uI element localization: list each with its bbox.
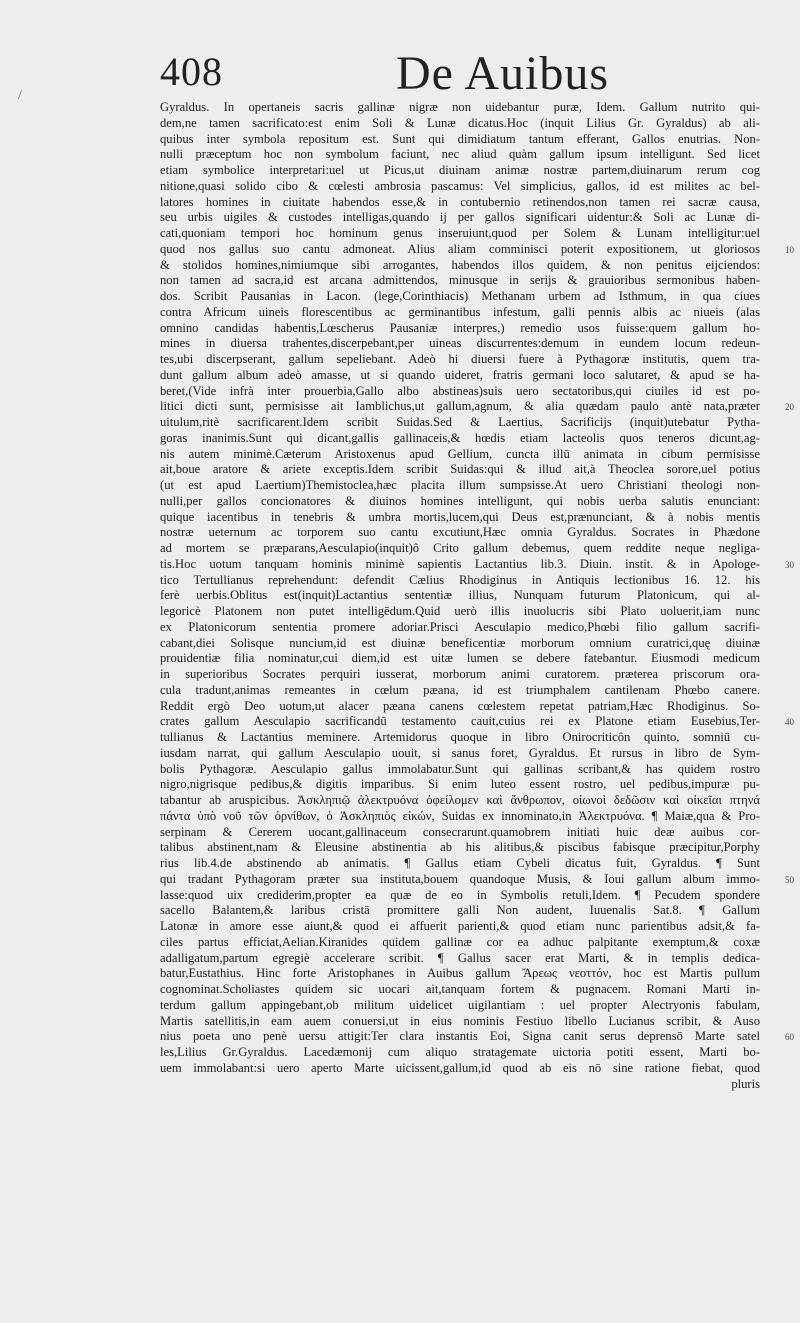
text-line: quod nos gallus suo cantu admoneat. Alius aliam comminisci poterit expositionem, ut gloriosos: [160, 241, 760, 256]
text-line: Gyraldus. In opertaneis sacris gallinæ nigræ non uidebantur puræ, Idem. Gallum nutrito qui-: [160, 100, 760, 114]
text-line: nitione,quasi solido cibo & cœlesti ambrosia pascamus: Vel simplicius, gallos, id est milites ac bel-: [160, 178, 760, 193]
text-line: tis.Hoc uotum tanquam hominis minimè sapientis Lactantius lib.3. Diuin. instit. & in Apologe-: [160, 556, 760, 571]
text-line: nulli,per gallos concionatores & diuinos homines intelligunt, qui nobis uerba salutis enunciant:: [160, 493, 760, 508]
text-line: ferè uerbis.Oblitus est(inquit)Lactantius sententiæ illius, Nunquam futurum Platonicum, qui al-: [160, 588, 760, 603]
text-line: non tamen ad sacra,id est arcana admittendos, minusque in serijs & grauioribus sermonibus haben-: [160, 273, 760, 288]
text-line: ait,boue aratore & ariete exceptis.Idem scribit Suidas:qui & illud ait,à Theoclea sorore,uel potius: [160, 462, 760, 477]
text-line: nius poeta uno penè uersu attigit:Ter clara instantis Eoi, Signa canit serus deprensō Marte satel: [160, 1029, 760, 1044]
text-line: nulli præceptum hoc non symbolum faciunt, nec aliud quàm gallum ipsum intelligunt. Sed licet: [160, 147, 760, 162]
text-line: bolis Pythagoræ. Aesculapio gallus immolabatur.Sunt qui gallinas scribant,& has quidem rostro: [160, 761, 760, 776]
text-line: nostræ ueternum ac torporem suo cantu excutiunt,Hæc omnia Gyraldus. Socrates in Phædone: [160, 525, 760, 540]
text-line: & stolidos homines,nimiumque sibi arrogantes, habendos illos quidem, & non penitus eijciendos:: [160, 257, 760, 272]
line-number: 60: [785, 1032, 794, 1043]
text-line: lasse:quod uix crediderim,propter ea quæ de eo in Symbolis retuli,Idem. ¶ Pecudem spondere: [160, 887, 760, 902]
text-line: cati,quoniam tempori hoc hominum genus inseruiunt,quod per Solem & Lunam intelligitur:uel: [160, 226, 760, 240]
page-number: 408: [160, 49, 223, 94]
text-line: tes,ubi discerpserant, gallum sepeliebant. Adeò hi diuersi fuere à Pythagoræ institutis, quem tra-: [160, 352, 760, 366]
text-line: beret,(Vide infrà inter prouerbia,Gallo albo abstineas)suis uero sectatoribus,qui ciuiles id est po-: [160, 383, 760, 398]
margin-mark: /: [18, 88, 22, 103]
text-line: crates gallum Aesculapio sacrificandū testamento cauit,cuius rei ex Platone etiam Eusebius,Ter-: [160, 714, 760, 729]
text-line: dunt gallum album adeò amasse, ut si quando uideret, fratris germani loco salutaret, & apud se ha-: [160, 367, 760, 382]
text-line: quique iacentibus in tenebris & umbra mortis,lucem,qui Deus est,prænunciant, & à nobis mentis: [160, 509, 760, 524]
text-line: contra Africum uineis florescentibus ac germinantibus infestum, galli pennis albis ac niueis (alas: [160, 304, 760, 319]
text-line: ad mortem se præparans,Aesculapio(inquit)ô Crito gallum debemus, quem reddite neque negliga-: [160, 541, 760, 555]
line-number: 40: [785, 717, 794, 728]
text-line: tabantur ab aruspicibus. Ἀσκληπιῷ ἀλεκτρυόνα ὀφείλομεν καὶ ἄνθρωπον, οἰωνοὶ δεδῶσιν καὶ οἰκεῖαι πτηνά: [160, 793, 760, 807]
text-line: les,Lilius Gr.Gyraldus. Lacedæmonij cum aliquo stratagemate uictoria potiti essent, Marti bo-: [160, 1045, 760, 1059]
page-header: [160, 46, 760, 106]
text-line: nigro,nigrisque pedibus,& digitis imparibus. Si enim luteo essent rostro, uel pedibus,impuræ pu-: [160, 777, 760, 792]
text-line: rius lib.4.de abstinendo ab animatis. ¶ Gallus etiam Cybeli dicatus fuit, Gyraldus. ¶ Sunt: [160, 856, 760, 870]
text-line: qui tradant Pythagoram præter sua instituta,bouem quandoque Musis, & Ioui gallum album immo-: [160, 871, 760, 886]
text-line: serpinam & Cererem uocant,gallinaceum consecrarunt.quamobrem initiati huic deæ auibus cor-: [160, 824, 760, 839]
text-line: adalligatum,partum egregiè accelerare scribit. ¶ Gallus sacer erat Marti, & in templis dedica-: [160, 950, 760, 965]
text-line: uem immolabant:si uero aperto Marte uicissent,gallum,id quod ab eis nō sine ratione fiebat, quod: [160, 1060, 760, 1075]
text-line: quibus inter symbola repositum est. Sunt qui dimidiatum tantum efferant, Gallos enutrias. Non-: [160, 131, 760, 146]
text-line: seu urbis uigiles & custodes intelligas,quando ij per gallos significari uidentur:& Soli ac Lunæ di-: [160, 210, 760, 225]
line-number: 10: [785, 244, 794, 255]
text-line: Reddit ergò Deo uotum,ut alacer pæana canens cœlestem repetat patriam,Hæc Rhodiginus. So-: [160, 698, 760, 713]
text-line: terdum gallum appingebant,ob militum uidelicet uigilantiam : uel propter Alectryonis fabulam,: [160, 997, 760, 1012]
text-line: nis autem minimè.Cæterum Aristoxenus apud Gellium, cuncta illū animata in cibum permisisse: [160, 446, 760, 461]
text-line: tico Tertullianus reprehendunt: defendit Cælius Rhodiginus in Antiquis lectionibus 16. 12. his: [160, 572, 760, 587]
text-line: dem,ne tamen sacrificato:est enim Soli & Lunæ dicatus.Hoc (inquit Lilius Gr. Gyraldus) ab ali-: [160, 115, 760, 130]
text-line: in superioribus Socrates perquiri iusserat, morborum animi curatorem. præterea priscorum ora-: [160, 667, 760, 681]
text-line: Martis satellitis,in eam auem conuersi,ut in eius nominis Festiuo libello Lucianus scribit, & Auso: [160, 1013, 760, 1028]
text-line: iusdam narrat, qui gallum Aesculapio uouit, si sanus foret, Gyraldus. Et rursus in libro de Sym-: [160, 745, 760, 760]
text-line: sacello Balantem,& laribus cristā promittere galli Non audent, Iuuenalis Sat.8. ¶ Gallum: [160, 903, 760, 918]
text-line: πάντα ὑπὸ νοῦ τῶν ὀρνίθων, ὁ Ἀσκληπιὸς εἰκών, Suidas ex innominato,in Ἀλεκτρυόνα. ¶ Maiæ,qua & Pro-: [160, 808, 760, 823]
text-line: mines in diuersa trahentes,discerpebant,per uineas discurrentes:demum in eundem locum redeun-: [160, 336, 760, 351]
text-line: goras inanimis.Sunt qui dicant,gallis gallinaceis,& hœdis etiam lacteolis quos teneros dicunt,ag-: [160, 430, 760, 445]
text-line: tullianus & Lactantius meminere. Artemidorus quoque in libro Onirocriticôn quinto, somniū cu-: [160, 730, 760, 744]
text-line: cabant,diei Solisque nuncium,id est diuinæ beneficentiæ morborum omnium curatrici,quę diuinæ: [160, 635, 760, 650]
text-line: Latonæ in amore esse aiunt,& quod ei affuerit parienti,& quod etiam nunc parientibus adsit,& fa-: [160, 919, 760, 933]
body-text: [160, 100, 760, 1092]
text-line: omnino candidas habentis,Lœscherus Pausaniæ interpres,) remedio usos fuisse:quem gallum ho-: [160, 320, 760, 335]
text-line: cognominat.Scholiastes quidem sic uocari ait,tanquam fortem & pugnacem. Romani Marti in-: [160, 982, 760, 996]
text-line: dos. Scribit Pausanias in Lacon. (lege,Corinthiacis) Methanam urbem ad Isthmum, in qua ciues: [160, 289, 760, 303]
text-line: cula tradunt,animas remeantes in cœlum pæana, id est triumphalem cantilenam Phœbo canere.: [160, 682, 760, 697]
running-title: De Auibus: [396, 47, 609, 100]
text-line: batur,Eustathius. Hinc forte Aristophanes in Auibus gallum Ἄρεως νεοττόν, hoc est Martis pullum: [160, 966, 760, 981]
text-line: prouidentiæ filia nominatur,cui diem,id est uitæ lumen se debere fatebantur. Eiusmodi medicum: [160, 651, 760, 666]
text-line: legoricè Platonem non putet intelligēdum.Quid uerò illis inuolucris sibi Plato uoluerit,iam nunc: [160, 604, 760, 618]
text-line: ex Platonicorum sententia promere adoriar.Prisci Aesculapio medico,Phœbi filio gallum sacrifi-: [160, 619, 760, 634]
text-line: ciles partus efficiat,Aelian.Kiranides quidem gallinæ cor ea adhuc palpitante exemptum,& coxæ: [160, 934, 760, 949]
line-number: 30: [785, 559, 794, 570]
text-line: (ut est apud Laertium)Themistoclea,hæc placita illum sumpsisse.At uero Christiani theologi non-: [160, 478, 760, 492]
text-line: latores homines in ciuitate habendos esse,& in contubernio retinendos,non tamen rei sacræ causa,: [160, 194, 760, 209]
line-number: 20: [785, 402, 794, 413]
text-line: litici dicti sunt, permisisse ait Iamblichus,ut gallum,agnum, & alia quædam paulo antè nata,præter: [160, 399, 760, 414]
line-number: 50: [785, 874, 794, 885]
text-line: etiam symbolice interpretari:uel ut Picus,ut diuinam animæ nostræ partem,diuinarum rerum cog: [160, 163, 760, 177]
text-line: uitulum,ritè sacrificarent.Idem scribit Suidas.Sed & Laertius, Sacrificijs (inquit)utebatur Pytha-: [160, 415, 760, 429]
text-line: pluris: [731, 1076, 760, 1091]
text-line: talibus abstinent,nam & Eleusine abstinentia ab his alitibus,& piscibus fabisque præcipitur,Porphy: [160, 840, 760, 855]
